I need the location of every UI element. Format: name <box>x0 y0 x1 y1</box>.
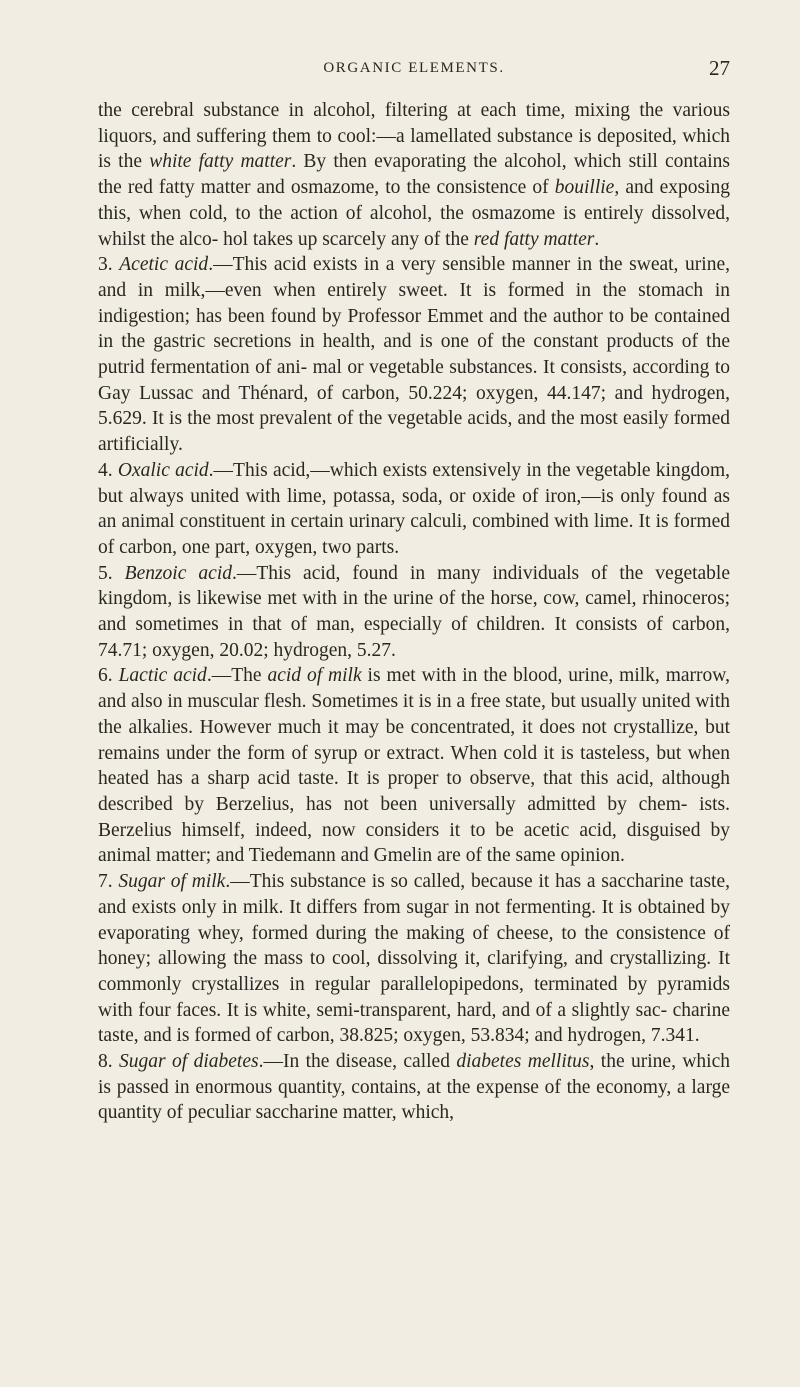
item-number: 7. <box>98 871 119 893</box>
page-number: 27 <box>709 56 730 80</box>
text-run: , and exposing this, when cold, to the action of alcohol, the osmazome is entirely dissolved, whilst the alco- hol takes up scarcely any of the <box>98 177 730 250</box>
emphasis: red fatty matter <box>473 228 595 250</box>
paragraph-acetic-acid <box>98 252 730 458</box>
item-number: 4. <box>98 459 118 481</box>
running-title: ORGANIC ELEMENTS. <box>323 60 505 76</box>
item-number: 3. <box>98 254 120 276</box>
emphasis: diabetes mellitus <box>456 1051 590 1073</box>
item-text: .—This acid, found in many individuals of the vegetable kingdom, is likewise met with in the urine of the horse, cow, camel, rhinoceros; and sometimes in that of man, especially of children. It consists of carbon, 74.71; oxygen, 20.02; hydrogen, 5.27. <box>98 562 730 661</box>
text-run: is met with in the blood, urine, milk, marrow, and also in muscular flesh. Sometimes it is in a free state, but usually united with the alkalies. However much it may be concentrated, it does not crystallize, but remains under the form of syrup or extract. When cold it is tasteless, but when heated has a sharp acid taste. It is proper to observe, that this acid, although described by Berzelius, has not been universally admitted by chem- ists. Berzelius himself, indeed, now considers it to be acetic acid, disguised by animal matter; and Tiedemann and Gmelin are of the same opinion. <box>98 665 731 867</box>
item-title: Sugar of diabetes <box>119 1051 259 1073</box>
text-run: .—In the disease, called <box>258 1051 457 1073</box>
paragraph-benzoic-acid <box>98 561 730 664</box>
emphasis: white fatty matter <box>149 151 292 173</box>
text-run: . By then evaporating the alcohol, which still contains the red fatty matter and osmazome, to the consistence of <box>98 151 730 199</box>
item-text: .—This acid,—which exists extensively in the vegetable kingdom, but always united with lime, potassa, soda, or oxide of iron,—is only found as an animal constituent in certain urinary calculi, combined with lime. It is formed of carbon, one part, oxygen, two parts. <box>98 459 731 558</box>
item-text: .—This substance is so called, because it has a saccharine taste, and exists only in milk. It differs from sugar in not fermenting. It is obtained by evaporating whey, formed during the making of cheese, to the consistence of honey; allowing the mass to cool, dissolving it, clarifying, and crystallizing. It commonly crystallizes in regular parallelopipedons, terminated by pyramids with four faces. It is white, semi-transparent, hard, and of a slightly sac- charine taste, and is formed of carbon, 38.825; oxygen, 53.834; and hydrogen, 7.341. <box>98 871 730 1047</box>
book-page <box>98 58 730 1126</box>
paragraph-lactic-acid <box>98 663 730 869</box>
text-run: , the urine, which is passed in enormous quantity, contains, at the expense of the economy, a large quantity of peculiar saccharine matter, which, <box>98 1051 730 1124</box>
emphasis: acid of milk <box>267 665 362 687</box>
body-text <box>98 98 730 1126</box>
item-text: .—This acid exists in a very sensible manner in the sweat, urine, and in milk,—even when entirely sweet. It is formed in the stomach in indigestion; has been found by Professor Emmet and the author to be contained in the gastric secretions in health, and is one of the constant products of the putrid fermentation of ani- mal or vegetable substances. It consists, according to Gay Lussac and Thénard, of carbon, 50.224; oxygen, 44.147; and hydrogen, 5.629. It is the most prevalent of the vegetable acids, and the most easily formed artificially. <box>98 254 730 456</box>
item-title: Sugar of milk <box>118 871 226 893</box>
paragraph-sugar-of-milk <box>98 869 730 1049</box>
paragraph-continued <box>98 98 730 252</box>
item-title: Lactic acid <box>118 665 207 687</box>
emphasis: bouillie <box>554 177 615 199</box>
item-number: 6. <box>98 665 119 687</box>
running-head <box>98 58 730 98</box>
item-number: 8. <box>98 1051 120 1073</box>
text-run: the cerebral substance in alcohol, filtering at each time, mixing the various liquors, and suffering them to cool:—a lamellated substance is deposited, which is the <box>98 100 730 173</box>
item-title: Acetic acid <box>119 254 209 276</box>
text-run: . <box>594 228 600 250</box>
paragraph-oxalic-acid <box>98 458 730 561</box>
item-number: 5. <box>98 562 125 584</box>
item-title: Benzoic acid <box>124 562 232 584</box>
text-run: .—The <box>206 665 268 687</box>
item-title: Oxalic acid <box>117 459 209 481</box>
paragraph-sugar-of-diabetes <box>98 1049 730 1126</box>
